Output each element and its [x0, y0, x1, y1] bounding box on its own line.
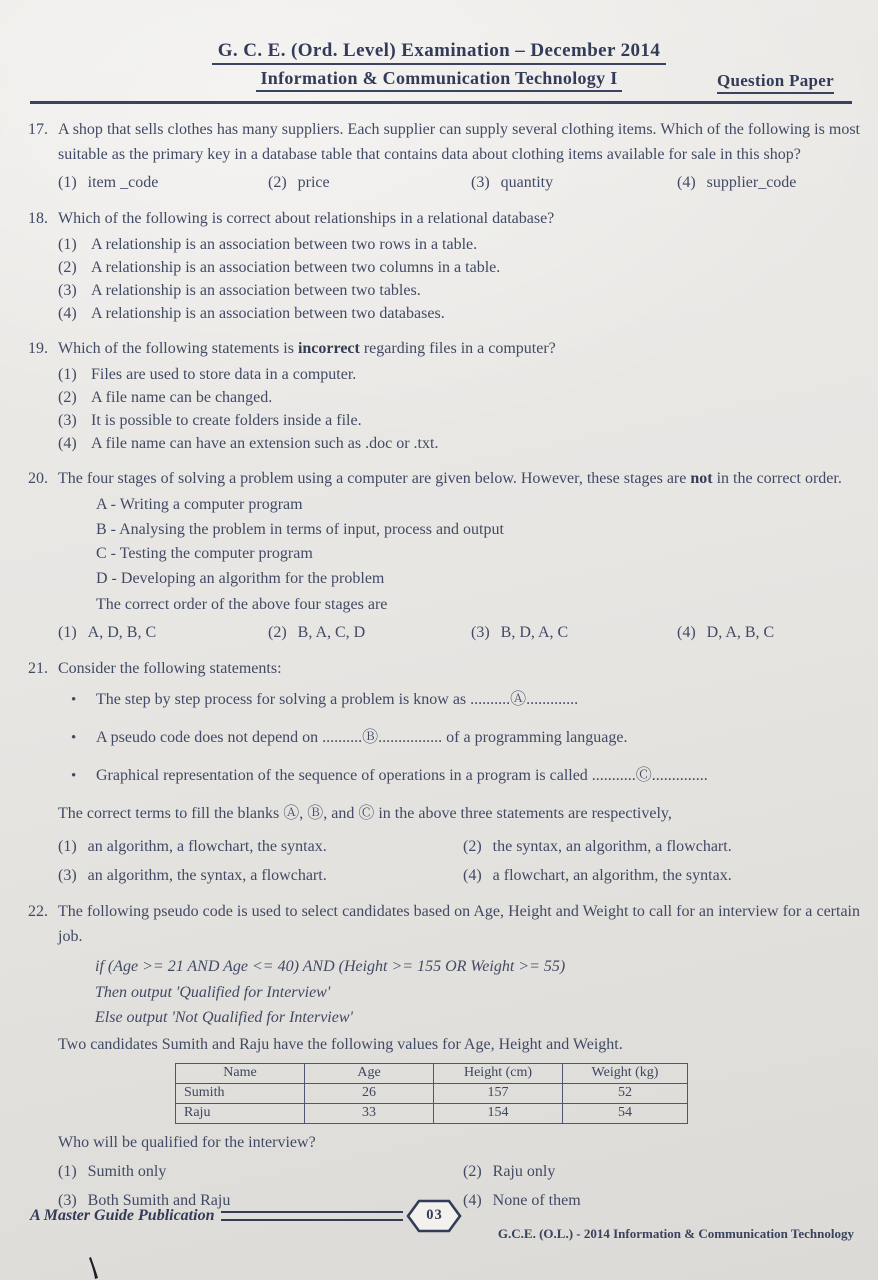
option-number: (2)	[463, 838, 482, 855]
option-number: (2)	[463, 1162, 482, 1180]
question-text	[58, 336, 860, 361]
final-question: Who will be qualified for the interview?	[58, 1133, 316, 1151]
candidates-intro: Two candidates Sumith and Raju have the following values for Age, Height and Weight.	[58, 1035, 623, 1053]
option-label: A relationship is an association between two databases.	[91, 305, 445, 322]
option-number: (4)	[463, 1191, 482, 1209]
option-label: quantity	[500, 174, 554, 191]
option-number: (4)	[58, 305, 77, 322]
option-3	[58, 864, 463, 888]
question-20	[28, 466, 860, 645]
footer-rule-left	[221, 1211, 403, 1221]
options-list	[58, 233, 860, 325]
subject-row	[0, 68, 878, 94]
fill-prompt: The correct terms to fill the blanks Ⓐ, Ⓑ, and Ⓒ in the above three statements are respectively,	[58, 805, 672, 822]
question-21	[28, 656, 860, 888]
option-label: Files are used to store data in a computer.	[91, 366, 357, 383]
option-label: price	[297, 174, 330, 191]
scan-mark	[86, 1256, 108, 1280]
option-label: D, A, B, C	[706, 624, 775, 641]
statement-a	[71, 688, 860, 712]
cell-height: 154	[434, 1103, 563, 1123]
statement-list	[71, 688, 860, 788]
option-label: None of them	[492, 1191, 581, 1209]
code-line: if (Age >= 21 AND Age <= 40) AND (Height >= 155 OR Weight >= 55)	[95, 958, 566, 975]
subject-title: Information & Communication Technology I	[256, 68, 621, 92]
option-label: It is possible to create folders inside a file.	[91, 412, 362, 429]
option-label: a flowchart, an algorithm, the syntax.	[492, 867, 732, 884]
stage-b: B - Analysing the problem in terms of input, process and output	[96, 520, 504, 538]
column-header-weight: Weight (kg)	[563, 1063, 688, 1083]
option-2	[58, 256, 860, 279]
column-header-height: Height (cm)	[434, 1063, 563, 1083]
option-number: (4)	[58, 435, 77, 452]
question-body	[58, 656, 860, 888]
cell-name: Raju	[176, 1103, 305, 1123]
code-line: Else output 'Not Qualified for Interview'	[95, 1009, 353, 1026]
question-body	[58, 899, 860, 1213]
option-label: A relationship is an association between two columns in a table.	[91, 259, 501, 276]
option-label: A file name can have an extension such as .doc or .txt.	[91, 435, 439, 452]
option-label: Raju only	[492, 1162, 556, 1180]
stage-d: D - Developing an algorithm for the problem	[96, 569, 385, 587]
option-number: (3)	[58, 867, 77, 884]
option-2	[463, 1160, 860, 1184]
option-3	[471, 621, 677, 645]
option-label: A file name can be changed.	[91, 389, 273, 406]
option-number: (4)	[677, 174, 696, 191]
question-number: 19.	[28, 340, 48, 357]
page-header	[0, 0, 878, 104]
question-text-part: regarding files in a computer?	[359, 340, 556, 357]
option-number: (1)	[58, 624, 77, 641]
options-list	[58, 363, 860, 455]
question-text: The following pseudo code is used to select candidates based on Age, Height and Weight to call for an interview for a certain job.	[58, 903, 860, 945]
option-label: item _code	[87, 174, 159, 191]
option-number: (3)	[471, 174, 490, 191]
option-1	[58, 835, 463, 859]
question-number: 18.	[28, 210, 48, 227]
options-grid	[58, 835, 860, 888]
question-paper-body	[0, 104, 878, 1213]
question-body	[58, 336, 860, 455]
statement-text: A pseudo code does not depend on ..........Ⓑ................ of a programming language.	[96, 729, 628, 746]
option-4	[58, 302, 860, 325]
order-prompt: The correct order of the above four stages are	[96, 596, 388, 613]
question-number: 20.	[28, 470, 48, 487]
bullet-icon: •	[71, 692, 77, 708]
option-number: (1)	[58, 174, 77, 191]
option-4	[58, 432, 860, 455]
option-3	[471, 171, 677, 195]
option-1	[58, 363, 860, 386]
option-number: (2)	[58, 389, 77, 406]
question-text: Which of the following is correct about relationships in a relational database?	[58, 210, 555, 227]
stages-list	[96, 493, 860, 617]
publisher-label: A Master Guide Publication	[30, 1207, 215, 1224]
option-label: B, D, A, C	[500, 624, 569, 641]
bullet-icon: •	[71, 768, 77, 784]
question-17	[28, 117, 860, 195]
option-2	[268, 621, 471, 645]
cell-name: Sumith	[176, 1083, 305, 1103]
cell-height: 157	[434, 1083, 563, 1103]
exam-title-row	[0, 40, 878, 65]
footer-exam-label: G.C.E. (O.L.) - 2014 Information & Communication Technology	[497, 1226, 854, 1241]
option-2	[463, 835, 860, 859]
option-4	[677, 621, 860, 645]
options-row	[58, 171, 860, 195]
option-number: (3)	[471, 624, 490, 641]
question-19	[28, 336, 860, 455]
exam-title: G. C. E. (Ord. Level) Examination – December 2014	[212, 40, 666, 65]
page-number: 03	[426, 1207, 443, 1223]
option-number: (2)	[268, 174, 287, 191]
question-number: 17.	[28, 121, 48, 138]
option-label: supplier_code	[706, 174, 797, 191]
candidates-table	[175, 1063, 688, 1124]
emphasized-word: not	[690, 470, 713, 487]
table-row	[176, 1103, 688, 1123]
question-body	[58, 117, 860, 195]
option-label: Sumith only	[87, 1162, 167, 1180]
cell-age: 26	[305, 1083, 434, 1103]
page-footer	[30, 1196, 856, 1241]
question-text-part: in the correct order.	[712, 470, 842, 487]
question-text	[58, 466, 860, 491]
option-label: A relationship is an association between two tables.	[91, 282, 421, 299]
option-number: (4)	[677, 624, 696, 641]
paper-type-label: Question Paper	[717, 71, 834, 94]
option-number: (1)	[58, 1162, 77, 1180]
option-number: (3)	[58, 282, 77, 299]
question-text-part: Which of the following statements is	[58, 340, 298, 357]
option-label: A, D, B, C	[87, 624, 157, 641]
code-line: Then output 'Qualified for Interview'	[95, 983, 331, 1001]
option-label: Both Sumith and Raju	[87, 1191, 231, 1209]
option-2	[58, 386, 860, 409]
column-header-age: Age	[305, 1063, 434, 1083]
column-header-name: Name	[176, 1063, 305, 1083]
question-number: 22.	[28, 903, 48, 920]
stage-c: C - Testing the computer program	[96, 545, 313, 562]
question-number: 21.	[28, 660, 48, 677]
option-number: (1)	[58, 236, 77, 253]
question-text: Consider the following statements:	[58, 660, 282, 677]
option-1	[58, 621, 268, 645]
bullet-icon: •	[71, 730, 77, 746]
statement-text: The step by step process for solving a problem is know as ..........Ⓐ.............	[96, 691, 579, 708]
stage-a: A - Writing a computer program	[96, 496, 303, 513]
option-1	[58, 1160, 463, 1184]
option-number: (4)	[463, 867, 482, 884]
option-number: (2)	[268, 624, 287, 641]
option-number: (1)	[58, 838, 77, 855]
option-2	[268, 171, 471, 195]
option-label: an algorithm, the syntax, a flowchart.	[87, 867, 327, 884]
option-number: (1)	[58, 366, 77, 383]
statement-c	[71, 764, 860, 788]
option-1	[58, 233, 860, 256]
question-body	[58, 466, 860, 645]
option-number: (2)	[58, 259, 77, 276]
cell-weight: 54	[563, 1103, 688, 1123]
option-label: A relationship is an association between two rows in a table.	[91, 236, 478, 253]
option-3	[58, 279, 860, 302]
page-number-badge	[406, 1199, 462, 1233]
cell-age: 33	[305, 1103, 434, 1123]
emphasized-word: incorrect	[297, 340, 360, 357]
option-label: B, A, C, D	[297, 624, 366, 641]
cell-weight: 52	[563, 1083, 688, 1103]
question-text-part: The four stages of solving a problem using a computer are given below. However, these stages are	[58, 470, 691, 487]
option-number: (3)	[58, 1191, 77, 1209]
question-18	[28, 206, 860, 325]
options-row	[58, 621, 860, 645]
option-label: the syntax, an algorithm, a flowchart.	[492, 838, 732, 855]
statement-b	[71, 726, 860, 750]
question-text: A shop that sells clothes has many suppliers. Each supplier can supply several clothing items. Which of the following is most suitable as the primary key in a database table that contains data about clothing items available for sale in this shop?	[58, 121, 860, 163]
option-number: (3)	[58, 412, 77, 429]
option-4	[463, 864, 860, 888]
table-header-row	[176, 1063, 688, 1083]
table-row	[176, 1083, 688, 1103]
question-body	[58, 206, 860, 325]
option-label: an algorithm, a flowchart, the syntax.	[87, 838, 327, 855]
pseudo-code-block	[95, 954, 860, 1031]
option-3	[58, 409, 860, 432]
statement-text: Graphical representation of the sequence of operations in a program is called ...........Ⓒ..............	[96, 767, 708, 784]
option-4	[677, 171, 860, 195]
question-22	[28, 899, 860, 1213]
option-1	[58, 171, 268, 195]
